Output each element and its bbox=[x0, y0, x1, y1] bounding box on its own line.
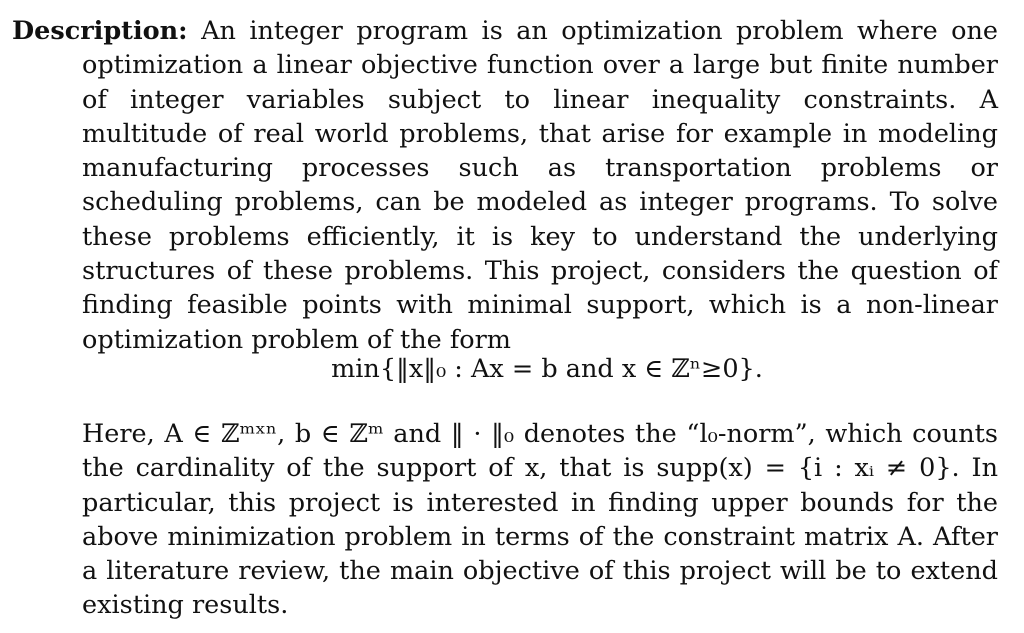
followup-paragraph: Here, A ∈ ℤᵐˣⁿ, b ∈ ℤᵐ and ‖ · ‖₀ denotes the “l₀-norm”, which counts the cardinality of the support of x, that is supp(x) = {i : xᵢ ≠ 0}. In particular, this project is interested in finding upper bounds for the above minimization problem in terms of the constraint matrix A. After a literature review, the main objective of this project will be to extend existing results. bbox=[82, 419, 998, 621]
description-paragraph bbox=[12, 14, 998, 357]
display-equation: min{‖x‖₀ : Ax = b and x ∈ ℤⁿ≥0}. bbox=[331, 354, 763, 384]
description-block bbox=[12, 14, 998, 357]
description-label: Description: bbox=[12, 16, 188, 46]
description-text: An integer program is an optimization problem where one optimization a linear objective function over a large but finite number of integer variables subject to linear inequality constraints. A multitude of real world problems, that arise for example in modeling manufacturing processes such as transportation problems or scheduling problems, can be modeled as integer programs. To solve these problems efficiently, it is key to understand the underlying structures of these problems. This project, considers the question of finding feasible points with minimal support, which is a non-linear optimization problem of the form bbox=[82, 16, 998, 355]
